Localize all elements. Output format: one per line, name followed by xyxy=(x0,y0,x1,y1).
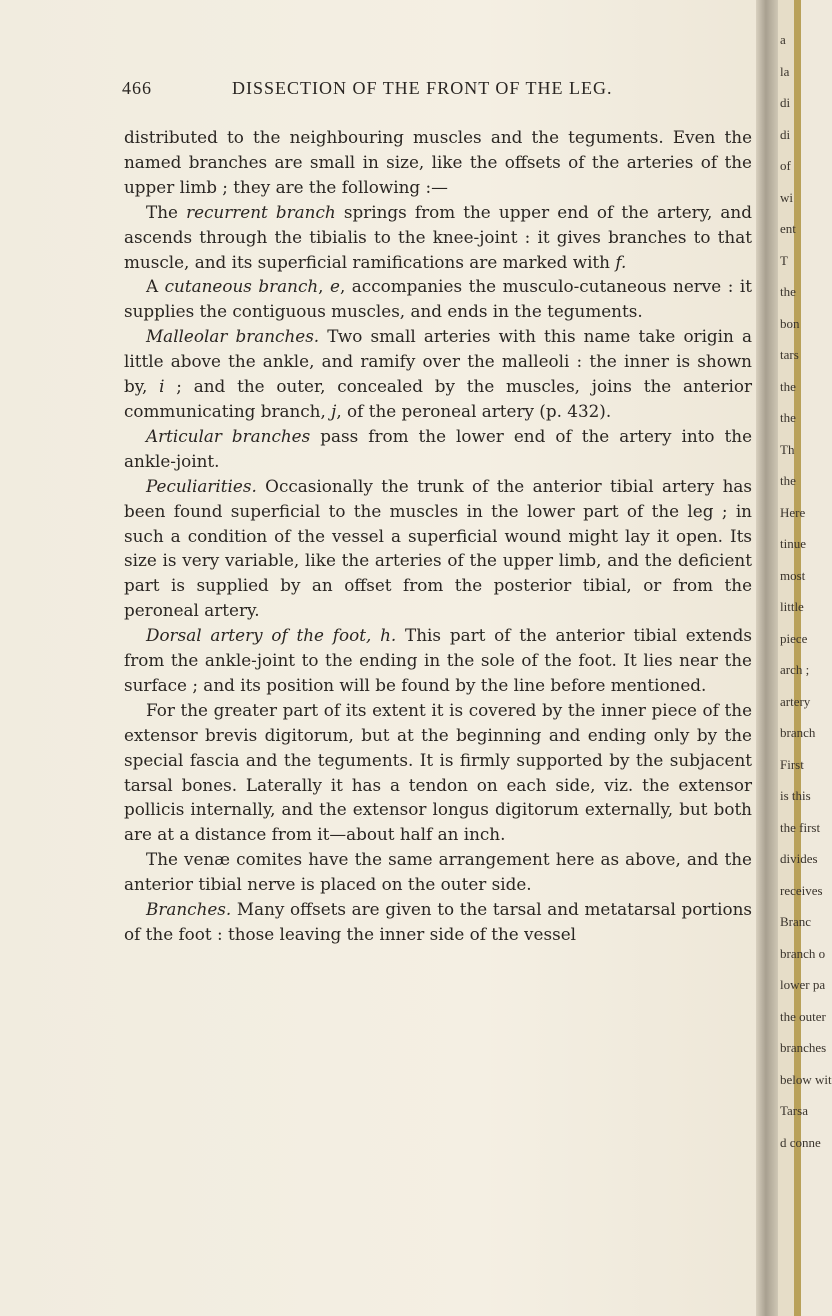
facing-page-fragment: di xyxy=(780,126,791,142)
facing-page-fragment: piece xyxy=(780,630,808,646)
text-run: The xyxy=(146,201,187,222)
paragraph xyxy=(124,125,752,200)
facing-page-fragment: T xyxy=(780,252,788,268)
italic-run: e xyxy=(330,276,340,297)
paragraph xyxy=(124,200,752,275)
facing-page-fragment: Branc xyxy=(780,914,812,929)
text-run: A xyxy=(146,276,165,297)
paragraph xyxy=(124,698,752,847)
italic-run: j xyxy=(331,400,337,421)
italic-run: Articular branches xyxy=(146,425,311,446)
facing-page-fragment: divides xyxy=(780,851,818,866)
paragraph xyxy=(124,847,752,897)
facing-page-fragment: arch ; xyxy=(780,662,810,677)
facing-page-fragment: tars xyxy=(780,347,799,362)
facing-page-fragment: la xyxy=(780,63,790,79)
facing-page-fragment: Tarsa xyxy=(780,1103,808,1118)
facing-page-fragment: receives xyxy=(780,882,823,898)
italic-run: Malleolar branches. xyxy=(146,326,320,347)
facing-page-fragment: wi xyxy=(780,189,793,205)
facing-page-fragment: most xyxy=(780,567,806,583)
facing-page-fragment: di xyxy=(780,95,791,110)
facing-page-fragment: tinue xyxy=(780,536,806,551)
italic-run: Peculiarities. xyxy=(146,475,257,496)
page-number: 466 xyxy=(122,78,152,98)
text-run: distributed to the neighbouring muscles and the teguments. Even the named branches are small in size, like the offsets of the arteries of the upper limb ; they are the following :— xyxy=(124,127,752,197)
facing-page-fragment: of xyxy=(780,158,791,173)
facing-page-fragment: below wit xyxy=(780,1071,832,1087)
text-run: ; and the outer, concealed by the muscles, joins the anterior communicating branch, xyxy=(124,376,752,421)
italic-run: Dorsal artery of the foot, h. xyxy=(146,625,397,646)
text-run: springs from the upper end of the artery, and ascends through the tibialis to the knee-joint : it gives branches to that muscle, and its superficial ramifications are marked with xyxy=(124,201,752,272)
facing-page-fragment: little xyxy=(780,599,804,614)
facing-page-fragment: the xyxy=(780,378,796,394)
paragraph xyxy=(124,623,752,698)
italic-run: f. xyxy=(615,251,627,272)
facing-page-fragment: the outer xyxy=(780,1008,826,1024)
text-run: , accompanies the musculo-cutaneous nerve : it supplies the contiguous muscles, and ends in the teguments. xyxy=(124,276,752,322)
text-run: This part of the anterior tibial extends from the ankle-joint to the ending in the sole of the foot. It lies near the surface ; and its position will be found by the line before mentioned. xyxy=(124,625,752,695)
text-run: , of the peroneal artery (p. 432). xyxy=(336,400,612,421)
facing-page-fragment: artery xyxy=(780,693,811,709)
paragraph xyxy=(124,897,752,947)
running-header xyxy=(122,78,752,100)
text-run: Two small arteries with this name take origin a little above the ankle, and ramify over the malleoli : the inner is shown by, xyxy=(124,326,752,397)
italic-run: cutaneous branch xyxy=(164,276,319,297)
text-run: Occasionally the trunk of the anterior tibial artery has been found superficial to the muscles in the lower part of the leg ; in such a condition of the vessel a superficial wound might lay it open. Its size is very variable, like the arteries of the upper limb, and the deficient part is supplied by an offset from the posterior tibial, or from the peroneal artery. xyxy=(124,475,752,621)
facing-page-fragment: the xyxy=(780,410,796,425)
facing-page-fragment: a xyxy=(780,32,786,47)
italic-run: i xyxy=(159,376,165,397)
book-gutter xyxy=(756,0,778,1316)
text-run: For the greater part of its extent it is covered by the inner piece of the extensor brevis digitorum, but at the beginning and ending only by the special fascia and the teguments. It is firmly supported by the subjacent tarsal bones. Laterally it has a tendon on each side, viz. the extensor pollicis internally, and the extensor longus digitorum externally, but both are at a distance from it—about half an inch. xyxy=(124,699,752,845)
facing-page-fragment: d conne xyxy=(780,1134,821,1150)
facing-page-fragment: is this xyxy=(780,788,811,803)
facing-page-fragment: the first xyxy=(780,819,821,835)
facing-page-fragment: First xyxy=(780,756,804,772)
facing-page-fragment: branch xyxy=(780,725,816,740)
facing-page-fragment: branches xyxy=(780,1040,827,1055)
paragraph xyxy=(124,324,752,424)
text-run: pass from the lower end of the artery into the ankle-joint. xyxy=(124,425,752,471)
facing-page-fragment: ent xyxy=(780,221,796,236)
italic-run: Branches. xyxy=(146,899,232,920)
text-run: The venæ comites have the same arrangement here as above, and the anterior tibial nerve is placed on the outer side. xyxy=(124,849,752,895)
running-title: DISSECTION OF THE FRONT OF THE LEG. xyxy=(232,78,613,98)
facing-page-fragment: the xyxy=(780,284,796,299)
facing-page-fragment: Th xyxy=(780,441,795,457)
facing-page-fragment: the xyxy=(780,473,796,488)
text-run: , xyxy=(318,276,331,297)
text-run: Many offsets are given to the tarsal and metatarsal portions of the foot : those leaving the inner side of the vessel xyxy=(124,899,752,944)
paragraph xyxy=(124,274,752,324)
facing-page-fragment: Here xyxy=(780,504,806,520)
body-text xyxy=(124,125,752,947)
italic-run: recurrent branch xyxy=(186,201,336,222)
paragraph xyxy=(124,474,752,623)
facing-page-fragment: branch o xyxy=(780,945,826,961)
facing-page-fragment: bon xyxy=(780,315,800,331)
facing-page-edge xyxy=(778,0,832,1316)
paragraph xyxy=(124,424,752,474)
facing-page-fragment: lower pa xyxy=(780,977,826,992)
